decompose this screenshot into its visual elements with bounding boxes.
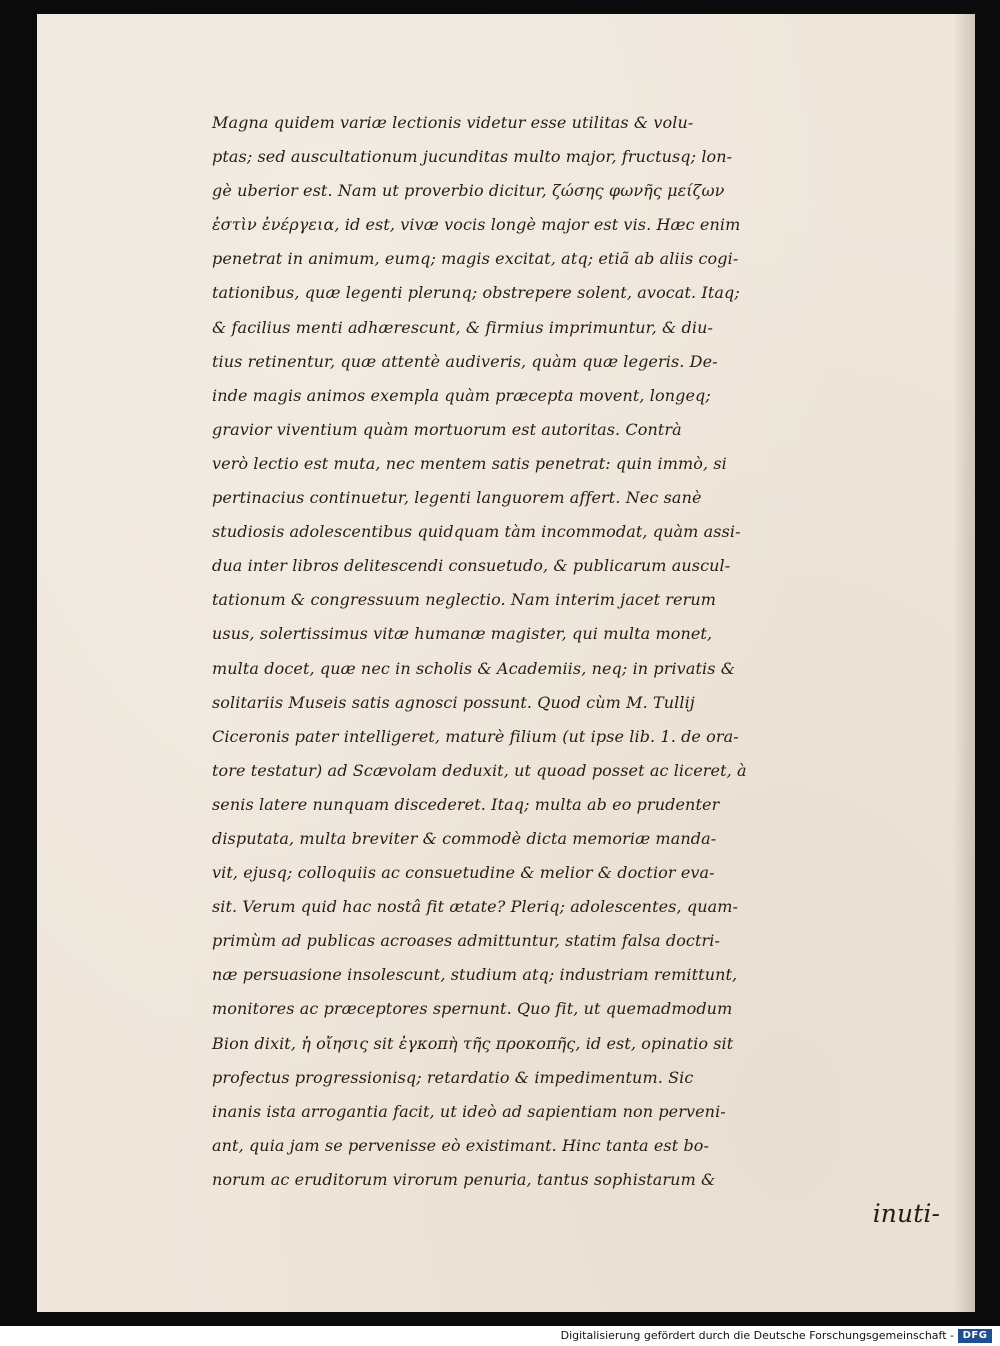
text-line: studiosis adolescentibus quidquam tàm incommodat, quàm assi-: [212, 522, 741, 542]
text-line: inanis ista arrogantia facit, ut ideò ad sapientiam non perveni-: [212, 1101, 726, 1121]
dfg-logo-icon: DFG: [958, 1329, 992, 1343]
text-line: ἐστὶν ἐνέργεια, id est, vivæ vocis longè major est vis. Hæc enim: [212, 215, 741, 235]
text-line: gè uberior est. Nam ut proverbio dicitur, ζώσης φωνῆς μείζων: [212, 181, 725, 201]
text-line: disputata, multa breviter & commodè dicta memoriæ manda-: [212, 828, 717, 848]
text-line: dua inter libros delitescendi consuetudo, & publicarum auscul-: [212, 556, 731, 576]
text-line: tationum & congressuum neglectio. Nam interim jacet rerum: [212, 590, 717, 610]
text-line: Bion dixit, ἡ οἴησις sit ἐγκοπὴ τῆς προκοπῆς, id est, opinatio sit: [212, 1033, 734, 1053]
text-line: Ciceronis pater intelligeret, maturè filium (ut ipse lib. 1. de ora-: [212, 726, 739, 746]
text-line: gravior viventium quàm mortuorum est autoritas. Contrà: [212, 419, 682, 439]
text-line: tationibus, quæ legenti plerunq; obstrepere solent, avocat. Itaq;: [212, 283, 740, 303]
text-line: Magna quidem variæ lectionis videtur esse utilitas & volu-: [212, 113, 694, 132]
funding-credit: Digitalisierung gefördert durch die Deutsche Forschungsgemeinschaft -: [560, 1329, 954, 1342]
text-line: verò lectio est muta, nec mentem satis penetrat: quin immò, si: [212, 453, 727, 473]
text-line: vit, ejusq; colloquiis ac consuetudine & melior & doctior eva-: [212, 863, 715, 883]
text-line: ant, quia jam se pervenisse eò existimant. Hinc tanta est bo-: [212, 1135, 710, 1155]
text-line: usus, solertissimus vitæ humanæ magister, qui multa monet,: [212, 624, 713, 644]
text-line: norum ac eruditorum virorum penuria, tantus sophistarum &: [212, 1169, 716, 1189]
text-line: penetrat in animum, eumq; magis excitat, atq; etiã ab aliis cogi-: [212, 249, 739, 269]
catchword: inuti-: [872, 1199, 940, 1228]
text-line: & facilius menti adhærescunt, & firmius imprimuntur, & diu-: [212, 317, 713, 337]
text-line: monitores ac præceptores spernunt. Quo fit, ut quemadmodum: [212, 999, 733, 1019]
body-text: [212, 106, 972, 1231]
text-line: solitariis Museis satis agnosci possunt. Quod cùm M. Tullij: [212, 692, 695, 712]
text-line: tius retinentur, quæ attentè audiveris, quàm quæ legeris. De-: [212, 351, 718, 371]
text-line: inde magis animos exempla quàm præcepta movent, longeq;: [212, 385, 711, 405]
text-line: tore testatur) ad Scævolam deduxit, ut quoad posset ac liceret, à: [212, 760, 747, 780]
text-line: multa docet, quæ nec in scholis & Academiis, neq; in privatis &: [212, 658, 736, 678]
text-line: profectus progressionisq; retardatio & impedimentum. Sic: [212, 1067, 694, 1087]
text-line: senis latere nunquam discederet. Itaq; multa ab eo prudenter: [212, 794, 720, 814]
footer-bar: [0, 1326, 1000, 1346]
book-page: [37, 14, 975, 1312]
text-line: næ persuasione insolescunt, studium atq; industriam remittunt,: [212, 965, 738, 985]
text-line: pertinacius continuetur, legenti languorem affert. Nec sanè: [212, 488, 702, 508]
text-line: sit. Verum quid hac nostâ fit ætate? Pleriq; adolescentes, quam-: [212, 897, 739, 917]
text-line: primùm ad publicas acroases admittuntur, statim falsa doctri-: [212, 931, 720, 951]
text-line: ptas; sed auscultationum jucunditas multo major, fructusq; lon-: [212, 147, 733, 167]
